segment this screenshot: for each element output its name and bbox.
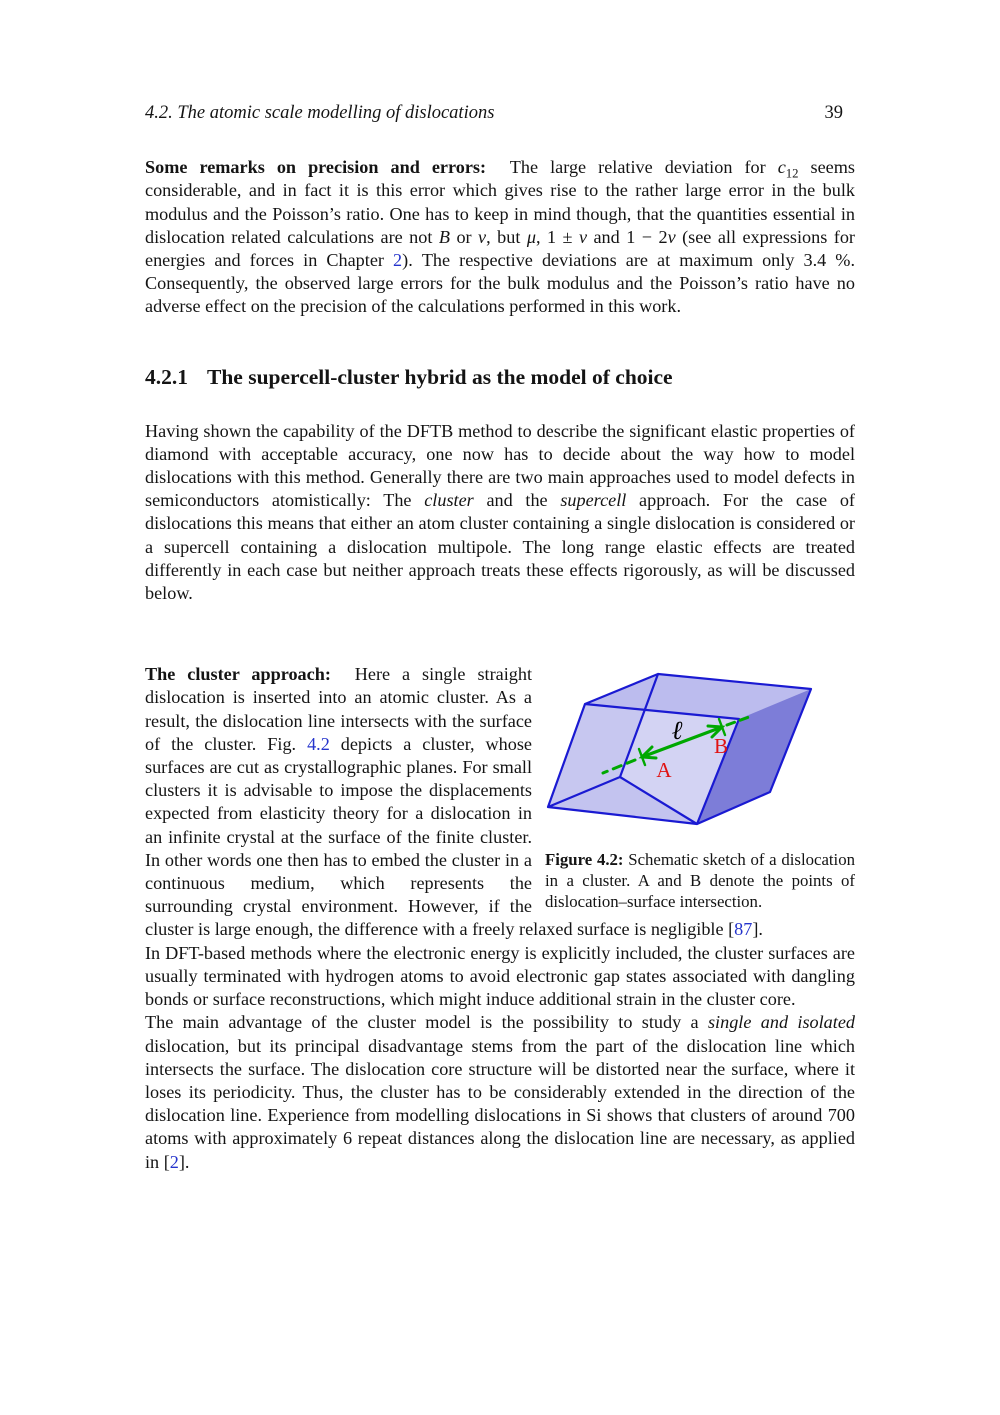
running-header xyxy=(145,102,855,125)
point-a-label: A xyxy=(656,758,672,783)
text-run: B xyxy=(438,226,450,247)
dft-paragraph xyxy=(145,942,855,1012)
text-run: depicts a cluster, whose surfaces are cut as crystallographic planes. For small clusters it is advisable to impose the displacements expected from elasticity theory for a dislocation in an infinite crystal at the surface of the finite cluster. In other words one then has to embed the cluster in a continuous medium, which represents the surrounding crystal environment. However, if the cluster is large enough, the difference with a freely relaxed surface is negligible [ xyxy=(145,733,735,940)
text-run: and the xyxy=(473,490,561,511)
advantage-paragraph xyxy=(145,1011,855,1173)
text-run: μ xyxy=(526,226,536,247)
text-run: In DFT-based methods where the electronic energy is explicitly included, the cluster surfaces are usually terminated with hydrogen atoms to avoid electronic gap states associated with dangling bonds or surface reconstructions, which might induce additional strain in the cluster core. xyxy=(145,942,855,1010)
text-run: ν xyxy=(478,226,487,247)
text-run: , but xyxy=(486,226,527,247)
intro-paragraph xyxy=(145,420,855,606)
running-header-section: 4.2. The atomic scale modelling of dislocations xyxy=(145,103,495,123)
page-number: 39 xyxy=(824,103,843,123)
text-run: c xyxy=(777,157,786,178)
line-length-label: ℓ xyxy=(671,716,683,746)
subsection-title: The supercell-cluster hybrid as the model of choice xyxy=(207,364,673,389)
text-run: Here a single straight dislocation is inserted into an atomic cluster. As a result, the dislocation line intersects with the surface of the cluster. Fig. xyxy=(145,664,532,754)
text-run: and 1 − 2 xyxy=(587,226,668,247)
text-run: (see all expressions for energies and forces in Chapter xyxy=(145,226,855,271)
text-run: ν xyxy=(578,226,588,247)
text-run: ]. xyxy=(178,1151,190,1172)
text-run: , 1 ± xyxy=(535,226,579,247)
remarks-paragraph xyxy=(145,156,855,318)
text-run: The large relative deviation for xyxy=(486,157,778,178)
ref-87-link[interactable]: 87 xyxy=(734,919,753,940)
text-run: 12 xyxy=(785,166,799,181)
text-run: ]. xyxy=(752,919,763,940)
text-run: supercell xyxy=(560,490,627,511)
point-b-label: B xyxy=(713,734,729,759)
cluster-approach-section xyxy=(145,663,855,941)
cluster-figure xyxy=(545,665,835,837)
text-run: ). The respective deviations are at maximum only 3.4 %. Consequently, the observed large errors for the bulk modulus and the Poisson’s ratio have no adverse effect on the precision of the calculations performed in this work. xyxy=(145,250,855,317)
figure-4-2 xyxy=(545,665,855,912)
subsection-heading xyxy=(145,364,855,390)
text-run: seems considerable, and in fact it is this error which gives rise to the rather large error in the bulk modulus and the Poisson’s ratio. One has to keep in mind though, that the quantities essential in dislocation related calculations are not xyxy=(145,157,855,247)
text-run: single and isolated xyxy=(707,1012,855,1033)
text-run: Some remarks on precision and errors: xyxy=(145,157,487,178)
text-run: cluster xyxy=(424,490,474,511)
chapter-2-link[interactable]: 2 xyxy=(393,250,403,271)
text-run: The main advantage of the cluster model is the possibility to study a xyxy=(145,1012,708,1033)
text-run: Figure 4.2: xyxy=(545,850,624,870)
figure-4-2-link[interactable]: 4.2 xyxy=(307,733,330,754)
text-run: dislocation, but its principal disadvantage stems from the part of the dislocation line which intersects the surface. The dislocation core structure will be distorted near the surface, where it loses its periodicity. Thus, the cluster has to be considerably extended in the direction of the dislocation line. Experience from modelling dislocations in Si shows that clusters of around 700 atoms with approximately 6 repeat distances along the dislocation line are necessary, as applied in [ xyxy=(145,1035,855,1172)
text-run: or xyxy=(449,226,479,247)
text-run: approach. For the case of dislocations this means that either an atom cluster containing a single dislocation is considered or a supercell containing a dislocation multipole. The long range elastic effects are treated differently in each case but neither approach treats these effects rigorously, as will be discussed below. xyxy=(145,490,855,604)
subsection-number: 4.2.1 xyxy=(145,364,188,389)
text-run: ν xyxy=(667,226,676,247)
text-run: Having shown the capability of the DFTB method to describe the significant elastic properties of diamond with acceptable accuracy, one now has to decide about the way how to model dislocations with this method. Generally there are two main approaches used to model defects in semiconductors atomistically: The xyxy=(145,420,855,511)
figure-caption xyxy=(545,849,855,912)
ref-2-link[interactable]: 2 xyxy=(169,1151,179,1172)
text-run: The cluster approach: xyxy=(145,664,331,685)
text-run: Schematic sketch of a dislocation in a cluster. A and B denote the points of dislocation–surface intersection. xyxy=(545,850,855,912)
